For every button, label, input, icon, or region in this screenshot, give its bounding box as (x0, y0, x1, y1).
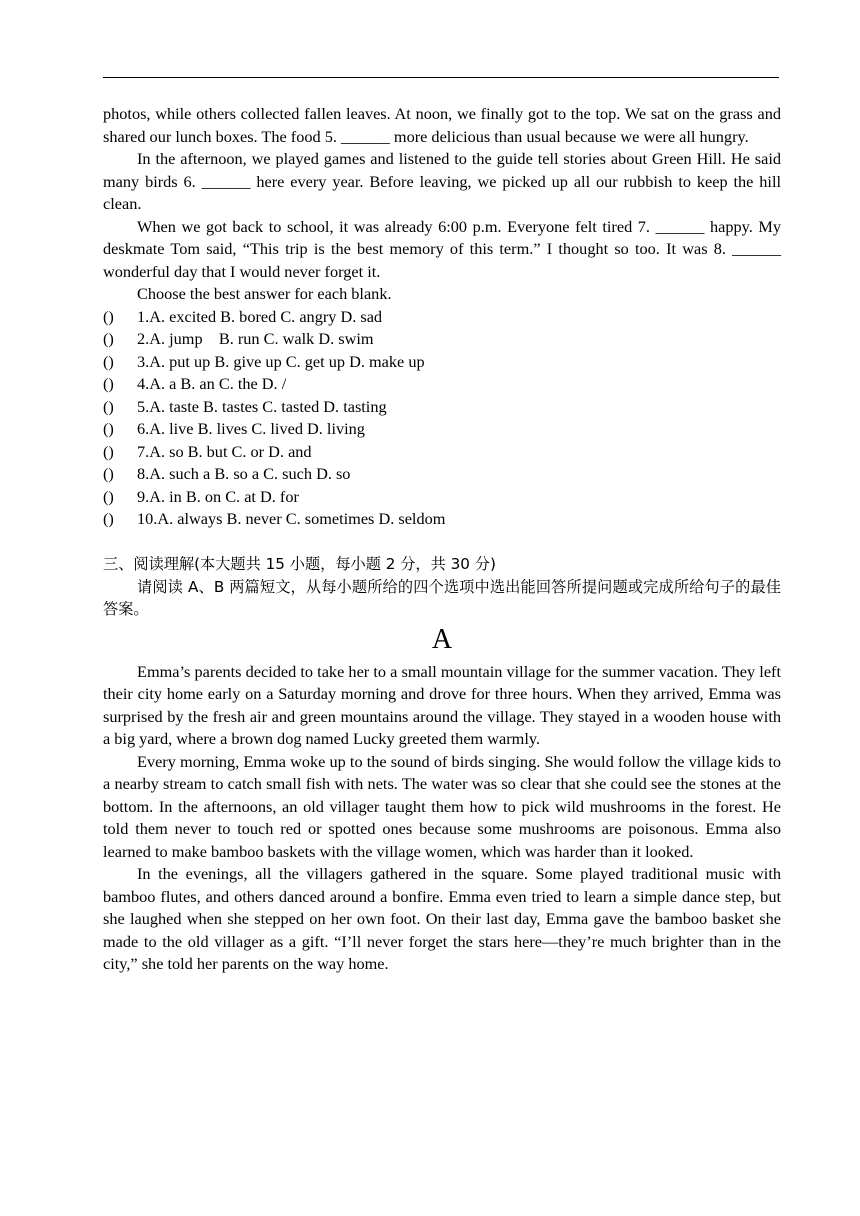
answer-blank[interactable]: () (103, 329, 114, 348)
question-item-7 (103, 441, 781, 464)
question-options: 1.A. excited B. bored C. angry D. sad (137, 306, 383, 326)
question-options: 10.A. always B. never C. sometimes D. seldom (137, 509, 446, 528)
answer-blank[interactable]: () (103, 396, 114, 416)
answer-blank[interactable]: () (103, 374, 114, 393)
cloze-paragraph-3: When we got back to school, it was already 6:00 p.m. Everyone felt tired 7. ______ happy. My deskmate Tom said, “This trip is the best memory of this term.” I thought so too. It was 8. ______ wonderful day that I would never forget it. (103, 216, 781, 281)
question-item-4 (103, 373, 781, 396)
passage-a-paragraph-3: In the evenings, all the villagers gathered in the square. Some played traditional music with bamboo flutes, and others danced around a bonfire. Emma even tried to learn a simple dance step, but she laughed when she stepped on her own foot. On their last day, Emma gave the bamboo basket she made to the old villager as a gift. “I’ll never forget the stars here—they’re much brighter than in the city,” she told her parents on the way home. (103, 864, 781, 973)
answer-blank[interactable]: () (103, 441, 114, 461)
question-item-5 (103, 396, 781, 419)
question-item-6 (103, 418, 781, 441)
cloze-question-list (103, 306, 781, 531)
answer-blank[interactable]: () (103, 464, 114, 483)
question-options: 6.A. live B. lives C. lived D. living (137, 419, 365, 438)
reading-instruction: 请阅读 A、B 两篇短文，从每小题所给的四个选项中选出能回答所提问题或完成所给句子的最佳答案。 (103, 577, 781, 618)
cloze-instruction: Choose the best answer for each blank. (137, 284, 392, 303)
question-item-1 (103, 306, 781, 329)
question-item-9 (103, 486, 781, 509)
question-item-2 (103, 328, 781, 351)
cloze-paragraph-2: In the afternoon, we played games and listened to the guide tell stories about Green Hill. He said many birds 6. ______ here every year. Before leaving, we picked up all our rubbish to keep the hill clean. (103, 149, 781, 213)
passage-a-paragraph-2: Every morning, Emma woke up to the sound of birds singing. She would follow the village kids to a nearby stream to catch small fish with nets. The water was so clear that she could see the stones at the bottom. In the afternoons, an old villager taught them how to pick wild mushrooms in the forest. He told them never to touch red or spotted ones because some mushrooms are poisonous. Emma also learned to make bamboo baskets with the village women, which was harder than it looked. (103, 751, 781, 861)
section-spacer (103, 531, 781, 554)
passage-a-paragraph-1: Emma’s parents decided to take her to a small mountain village for the summer vacation. They left their city home early on a Saturday morning and drove for three hours. When they arrived, Emma was surprised by the fresh air and green mountains around the village. They stayed in a wooden house with a big yard, where a brown dog named Lucky greeted them warmly. (103, 661, 781, 748)
answer-blank[interactable]: () (103, 419, 114, 438)
answer-blank[interactable]: () (103, 351, 114, 371)
question-options: 4.A. a B. an C. the D. / (137, 374, 287, 393)
reading-section-heading: 三、阅读理解(本大题共 15 小题，每小题 2 分，共 30 分) (103, 555, 496, 573)
question-options: 3.A. put up B. give up C. get up D. make up (137, 351, 425, 371)
document-page (103, 103, 781, 976)
question-item-3 (103, 351, 781, 374)
answer-blank[interactable]: () (103, 306, 114, 326)
passage-a-title: A (431, 623, 453, 655)
question-options: 7.A. so B. but C. or D. and (137, 441, 312, 461)
answer-blank[interactable]: () (103, 486, 114, 506)
question-options: 8.A. such a B. so a C. such D. so (137, 464, 351, 483)
cloze-paragraph-1: photos, while others collected fallen leaves. At noon, we finally got to the top. We sat on the grass and shared our lunch boxes. The food 5. ______ more delicious than usual because we were all hungry. (103, 104, 781, 146)
question-options: 9.A. in B. on C. at D. for (137, 486, 299, 506)
question-options: 5.A. taste B. tastes C. tasted D. tasting (137, 396, 387, 416)
question-options: 2.A. jump B. run C. walk D. swim (137, 329, 374, 348)
answer-blank[interactable]: () (103, 509, 114, 528)
question-item-8 (103, 463, 781, 486)
question-item-10 (103, 508, 781, 531)
header-rule (103, 77, 779, 78)
